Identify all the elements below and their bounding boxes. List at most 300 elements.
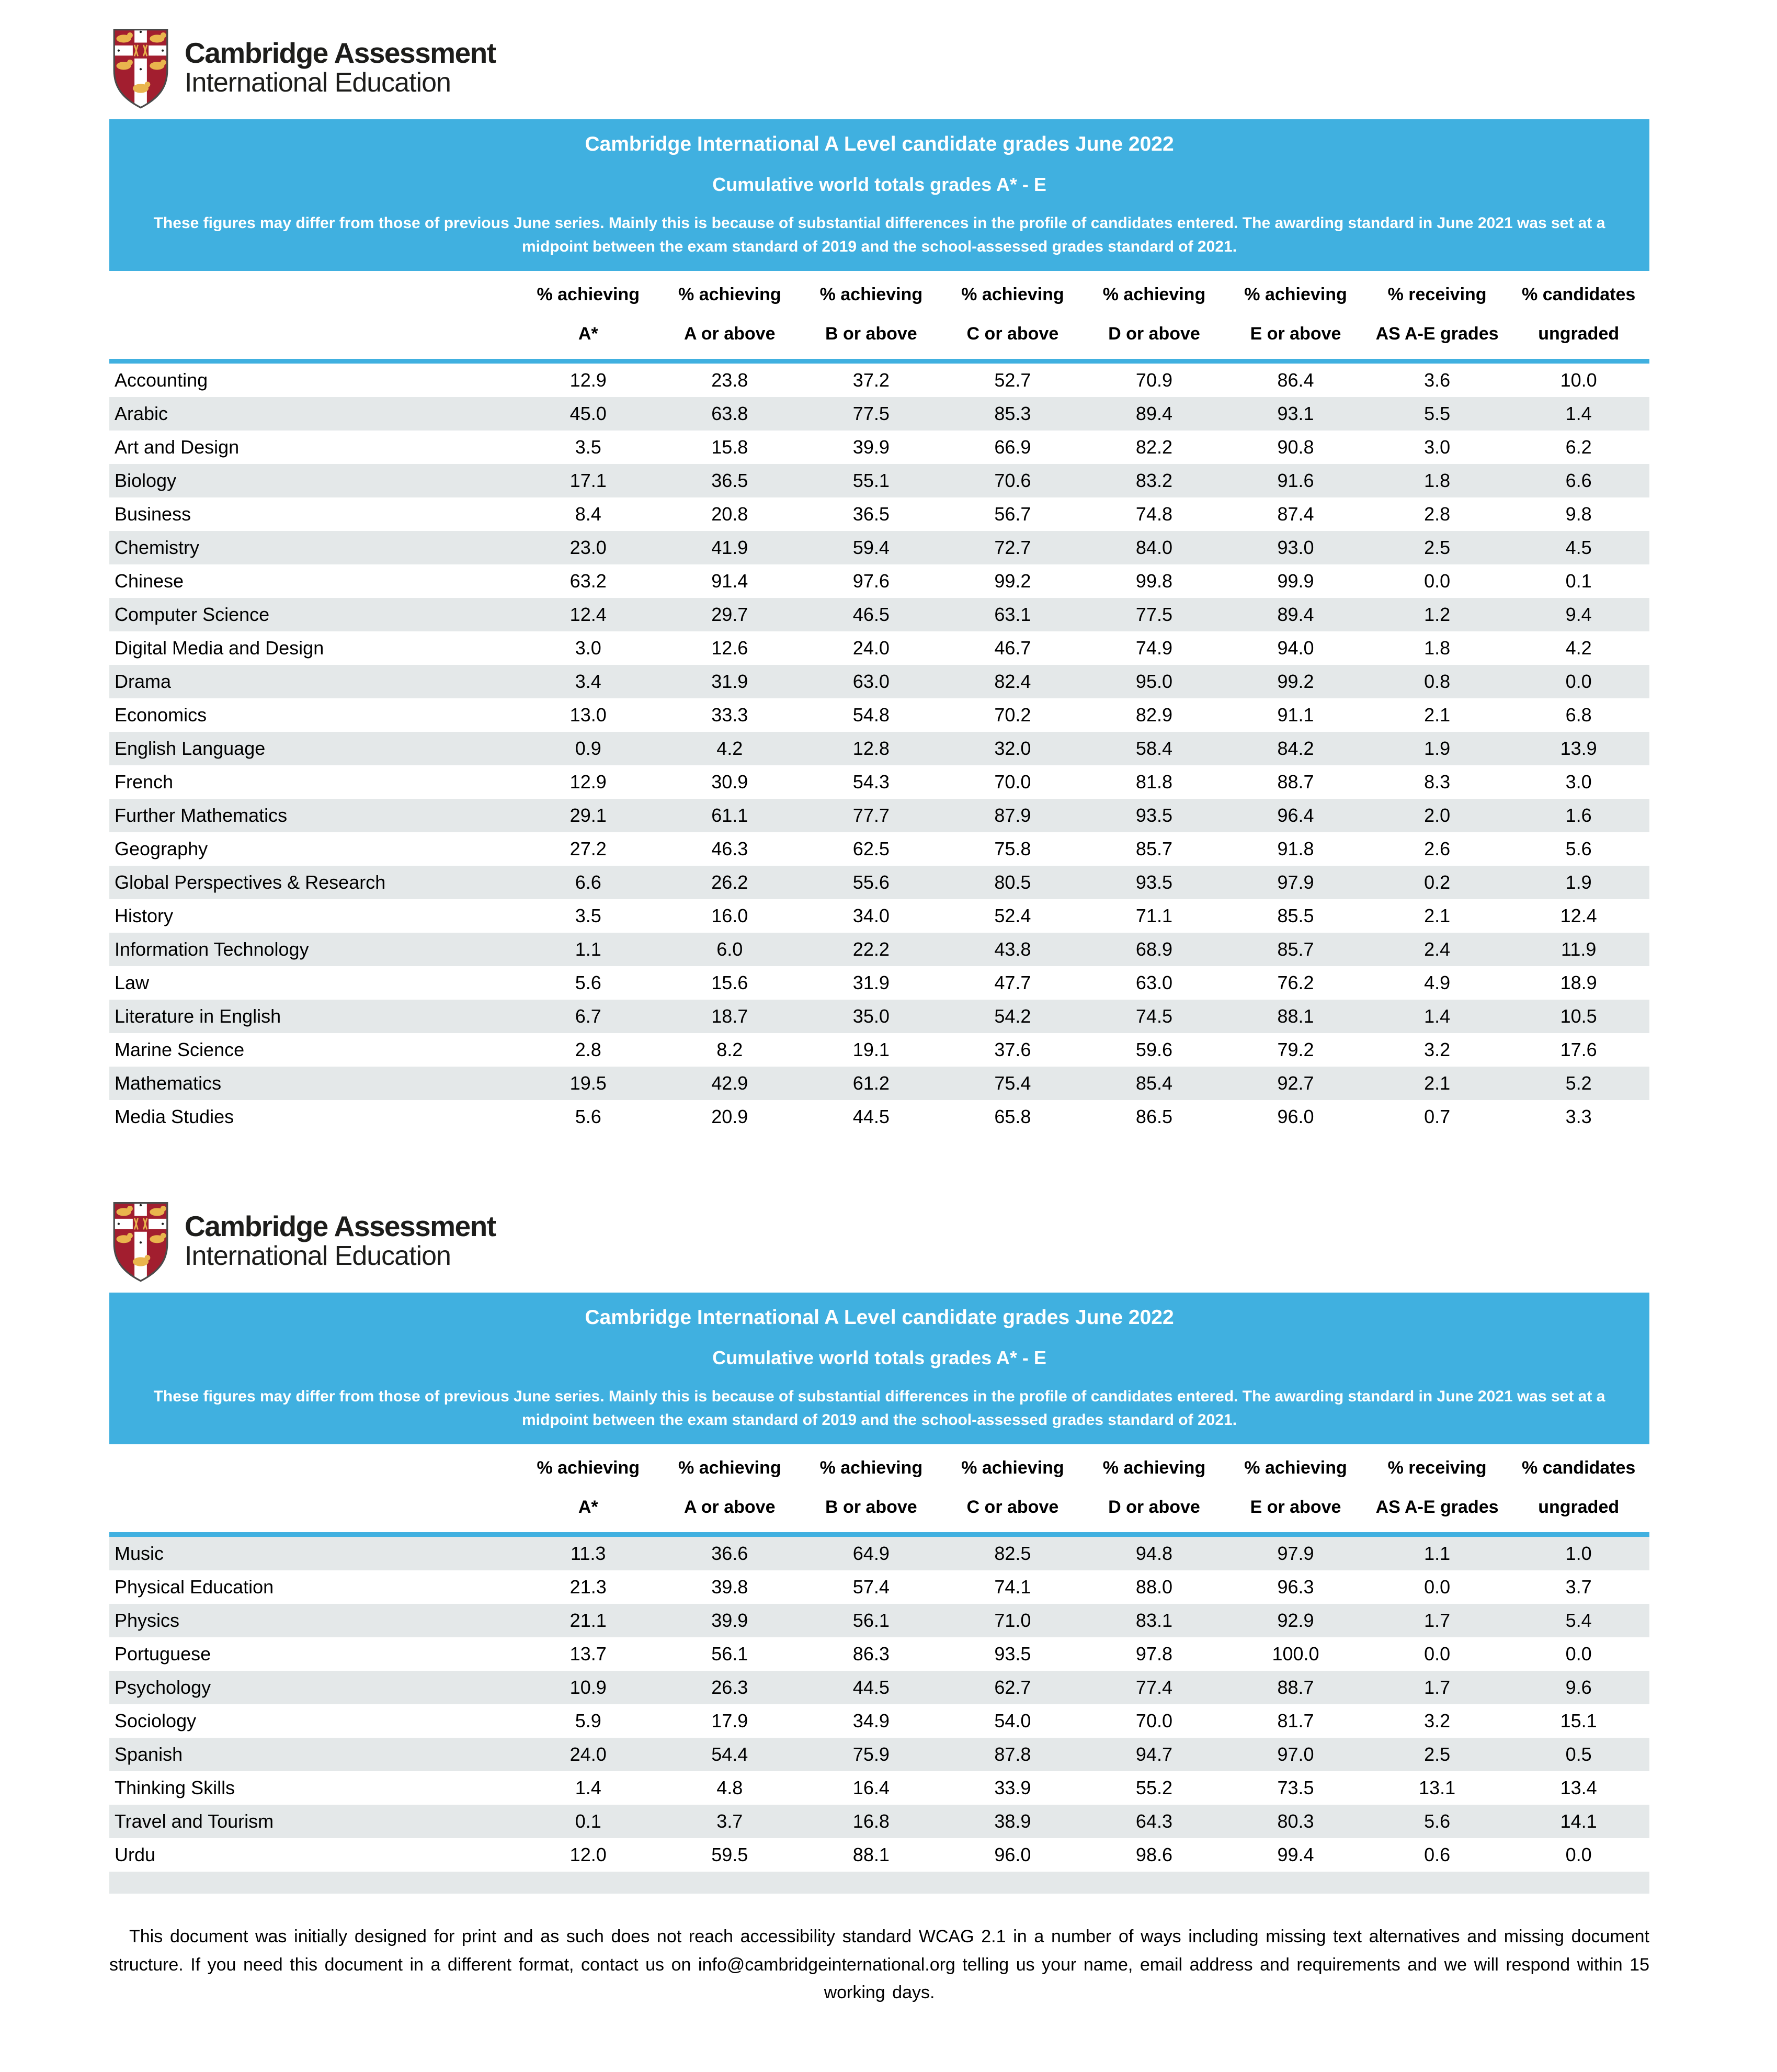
column-header-line-2: ungraded — [1538, 324, 1620, 344]
value-cell: 26.2 — [711, 871, 748, 893]
subject-cell: Law — [115, 972, 150, 993]
value-cell: 85.7 — [1135, 838, 1172, 859]
value-cell: 74.9 — [1135, 637, 1172, 659]
table-row — [109, 1805, 1649, 1838]
value-cell: 74.1 — [994, 1576, 1031, 1598]
value-cell: 3.7 — [1565, 1576, 1592, 1598]
value-cell: 2.8 — [575, 1039, 601, 1060]
subject-cell: Physics — [115, 1610, 180, 1631]
subject-cell: Literature in English — [115, 1005, 281, 1027]
value-cell: 0.8 — [1424, 671, 1451, 692]
value-cell: 4.8 — [716, 1777, 743, 1798]
value-cell: 0.1 — [1565, 570, 1592, 592]
column-header-line-1: % receiving — [1387, 1458, 1487, 1478]
value-cell: 88.1 — [852, 1844, 890, 1865]
value-cell: 34.9 — [852, 1710, 890, 1731]
column-header — [1225, 271, 1366, 361]
value-cell: 8.2 — [716, 1039, 743, 1060]
value-cell: 1.0 — [1565, 1543, 1592, 1564]
value-cell: 93.5 — [994, 1643, 1031, 1665]
column-header-line-1: % achieving — [819, 1458, 923, 1478]
column-header-line-1: % achieving — [1102, 285, 1206, 304]
table-row — [109, 665, 1649, 698]
value-cell: 5.6 — [575, 972, 601, 993]
value-cell: 3.0 — [1424, 436, 1451, 458]
value-cell: 87.8 — [994, 1743, 1031, 1765]
value-cell: 54.2 — [994, 1005, 1031, 1027]
value-cell: 84.2 — [1277, 738, 1314, 759]
value-cell: 0.7 — [1424, 1106, 1451, 1127]
value-cell: 82.9 — [1135, 704, 1172, 726]
value-cell: 5.9 — [575, 1710, 601, 1731]
table-1-header — [109, 271, 1649, 361]
value-cell: 83.1 — [1135, 1610, 1172, 1631]
value-cell: 12.9 — [569, 771, 607, 792]
value-cell: 13.7 — [569, 1643, 607, 1665]
value-cell: 71.0 — [994, 1610, 1031, 1631]
value-cell: 3.5 — [575, 905, 601, 926]
subject-cell: Spanish — [115, 1743, 183, 1765]
value-cell: 86.3 — [852, 1643, 890, 1665]
value-cell: 12.4 — [569, 604, 607, 625]
value-cell: 64.3 — [1135, 1810, 1172, 1832]
value-cell: 1.1 — [1424, 1543, 1451, 1564]
value-cell: 34.0 — [852, 905, 890, 926]
subject-cell: Thinking Skills — [115, 1777, 235, 1798]
table-2-header — [109, 1444, 1649, 1535]
header-row — [109, 271, 1649, 361]
table-row — [109, 531, 1649, 564]
value-cell: 96.0 — [1277, 1106, 1314, 1127]
value-cell: 85.3 — [994, 403, 1031, 424]
column-header-line-1: % achieving — [537, 1458, 640, 1478]
value-cell: 4.9 — [1424, 972, 1451, 993]
value-cell: 87.4 — [1277, 503, 1314, 525]
subject-cell: Portuguese — [115, 1643, 211, 1665]
value-cell: 12.8 — [852, 738, 890, 759]
column-header — [1084, 271, 1225, 361]
value-cell: 52.7 — [994, 369, 1031, 391]
value-cell: 1.7 — [1424, 1610, 1451, 1631]
value-cell: 4.2 — [716, 738, 743, 759]
value-cell: 94.0 — [1277, 637, 1314, 659]
value-cell: 20.9 — [711, 1106, 748, 1127]
logo-line-1: Cambridge Assessment — [185, 1210, 496, 1243]
value-cell: 77.5 — [852, 403, 890, 424]
value-cell: 17.9 — [711, 1710, 748, 1731]
value-cell: 41.9 — [711, 537, 748, 558]
value-cell: 12.0 — [569, 1844, 607, 1865]
cambridge-logo — [109, 1192, 1649, 1289]
table-row — [109, 1570, 1649, 1604]
value-cell: 56.1 — [852, 1610, 890, 1631]
value-cell: 14.1 — [1560, 1810, 1597, 1832]
accessibility-footer-note: This document was initially designed for print and as such does not reach accessibility standard WCAG 2.1 in a number of ways including missing text alternatives and missing document structure. If you need this document in a different format, contact us on info@cambridgeinternational.org telling us your name, email address and requirements and we will respond within 15 working days. — [109, 1927, 1649, 2003]
value-cell: 70.6 — [994, 470, 1031, 491]
value-cell: 26.3 — [711, 1677, 748, 1698]
column-header-line-1: % achieving — [1102, 1458, 1206, 1478]
subject-cell: Global Perspectives & Research — [115, 871, 386, 893]
disclaimer-text: These figures may differ from those of previous June series. Mainly this is because of substantial differences in the profile of candidates entered. The awarding standard in June 2021 was set at a midpoint between the exam standard of 2019 and the school-assessed grades standard of 2021. — [153, 1388, 1605, 1429]
value-cell: 15.8 — [711, 436, 748, 458]
table-row — [109, 631, 1649, 665]
value-cell: 9.4 — [1565, 604, 1592, 625]
value-cell: 43.8 — [994, 938, 1031, 960]
subject-cell: Economics — [115, 704, 207, 726]
table-row — [109, 1771, 1649, 1805]
value-cell: 3.2 — [1424, 1710, 1451, 1731]
column-header-line-2: B or above — [825, 1497, 917, 1517]
value-cell: 77.7 — [852, 805, 890, 826]
table-row — [109, 1838, 1649, 1872]
value-cell: 42.9 — [711, 1072, 748, 1094]
logo-line-2: International Education — [185, 1240, 451, 1271]
value-cell: 62.5 — [852, 838, 890, 859]
value-cell: 35.0 — [852, 1005, 890, 1027]
value-cell: 63.8 — [711, 403, 748, 424]
value-cell: 24.0 — [852, 637, 890, 659]
value-cell: 16.8 — [852, 1810, 890, 1832]
cambridge-shield-icon — [109, 25, 172, 110]
disclaimer-text: These figures may differ from those of previous June series. Mainly this is because of substantial differences in the profile of candidates entered. The awarding standard in June 2021 was set at a midpoint between the exam standard of 2019 and the school-assessed grades standard of 2021. — [153, 214, 1605, 255]
table-row — [109, 1535, 1649, 1571]
value-cell: 18.7 — [711, 1005, 748, 1027]
value-cell: 63.0 — [1135, 972, 1172, 993]
cambridge-shield-icon — [109, 1198, 172, 1283]
cambridge-logo — [109, 19, 1649, 116]
value-cell: 82.2 — [1135, 436, 1172, 458]
column-header-line-2: C or above — [966, 324, 1059, 344]
value-cell: 98.6 — [1135, 1844, 1172, 1865]
document-title: Cambridge International A Level candidate grades June 2022 — [585, 133, 1174, 155]
value-cell: 0.0 — [1424, 1576, 1451, 1598]
value-cell: 99.8 — [1135, 570, 1172, 592]
blue-header-banner — [109, 119, 1649, 271]
value-cell: 3.2 — [1424, 1039, 1451, 1060]
value-cell: 0.9 — [575, 738, 601, 759]
value-cell: 37.6 — [994, 1039, 1031, 1060]
subject-cell: Biology — [115, 470, 177, 491]
column-header — [1084, 1444, 1225, 1535]
column-header — [517, 1444, 659, 1535]
value-cell: 20.8 — [711, 503, 748, 525]
table-row — [109, 698, 1649, 732]
value-cell: 82.5 — [994, 1543, 1031, 1564]
value-cell: 97.8 — [1135, 1643, 1172, 1665]
column-header — [801, 271, 942, 361]
value-cell: 1.4 — [1565, 403, 1592, 424]
value-cell: 99.2 — [1277, 671, 1314, 692]
value-cell: 80.3 — [1277, 1810, 1314, 1832]
table-row — [109, 1704, 1649, 1738]
value-cell: 2.4 — [1424, 938, 1451, 960]
value-cell: 93.5 — [1135, 871, 1172, 893]
value-cell: 12.4 — [1560, 905, 1597, 926]
value-cell: 0.0 — [1565, 671, 1592, 692]
table-row — [109, 966, 1649, 1000]
value-cell: 30.9 — [711, 771, 748, 792]
value-cell: 6.0 — [716, 938, 743, 960]
value-cell: 84.0 — [1135, 537, 1172, 558]
table-2-body — [109, 1535, 1649, 1872]
value-cell: 55.1 — [852, 470, 890, 491]
value-cell: 83.2 — [1135, 470, 1172, 491]
value-cell: 89.4 — [1277, 604, 1314, 625]
column-header — [659, 1444, 801, 1535]
value-cell: 6.6 — [575, 871, 601, 893]
value-cell: 62.7 — [994, 1677, 1031, 1698]
value-cell: 61.2 — [852, 1072, 890, 1094]
column-header-line-2: AS A-E grades — [1375, 1497, 1499, 1517]
value-cell: 3.3 — [1565, 1106, 1592, 1127]
table-row — [109, 1637, 1649, 1671]
value-cell: 5.6 — [1424, 1810, 1451, 1832]
value-cell: 15.6 — [711, 972, 748, 993]
results-section-2 — [109, 1192, 1649, 1894]
value-cell: 2.6 — [1424, 838, 1451, 859]
value-cell: 21.1 — [569, 1610, 607, 1631]
value-cell: 4.2 — [1565, 637, 1592, 659]
subject-cell: History — [115, 905, 174, 926]
table-row — [109, 933, 1649, 966]
value-cell: 93.0 — [1277, 537, 1314, 558]
value-cell: 6.8 — [1565, 704, 1592, 726]
value-cell: 1.1 — [575, 938, 601, 960]
table-row — [109, 799, 1649, 832]
column-header — [1366, 271, 1508, 361]
table-row — [109, 497, 1649, 531]
value-cell: 2.5 — [1424, 1743, 1451, 1765]
subject-cell: Chemistry — [115, 537, 200, 558]
value-cell: 3.6 — [1424, 369, 1451, 391]
subject-cell: Travel and Tourism — [115, 1810, 274, 1832]
value-cell: 91.6 — [1277, 470, 1314, 491]
value-cell: 81.7 — [1277, 1710, 1314, 1731]
value-cell: 88.0 — [1135, 1576, 1172, 1598]
value-cell: 5.4 — [1565, 1610, 1592, 1631]
value-cell: 9.6 — [1565, 1677, 1592, 1698]
subject-cell: Further Mathematics — [115, 805, 288, 826]
table-footer-band — [109, 1872, 1649, 1894]
column-header-line-1: % achieving — [961, 1458, 1064, 1478]
value-cell: 97.6 — [852, 570, 890, 592]
value-cell: 97.9 — [1277, 871, 1314, 893]
table-row — [109, 732, 1649, 765]
value-cell: 88.7 — [1277, 1677, 1314, 1698]
column-header-line-1: % receiving — [1387, 285, 1487, 304]
value-cell: 31.9 — [852, 972, 890, 993]
value-cell: 13.9 — [1560, 738, 1597, 759]
column-header — [1508, 1444, 1649, 1535]
value-cell: 27.2 — [569, 838, 607, 859]
value-cell: 54.8 — [852, 704, 890, 726]
value-cell: 0.0 — [1565, 1643, 1592, 1665]
logo-line-1: Cambridge Assessment — [185, 37, 496, 70]
value-cell: 56.7 — [994, 503, 1031, 525]
column-header — [659, 271, 801, 361]
column-header — [942, 1444, 1084, 1535]
value-cell: 72.7 — [994, 537, 1031, 558]
value-cell: 1.4 — [575, 1777, 601, 1798]
value-cell: 96.3 — [1277, 1576, 1314, 1598]
value-cell: 56.1 — [711, 1643, 748, 1665]
value-cell: 31.9 — [711, 671, 748, 692]
subject-cell: Art and Design — [115, 436, 240, 458]
value-cell: 92.9 — [1277, 1610, 1314, 1631]
value-cell: 5.5 — [1424, 403, 1451, 424]
table-row — [109, 431, 1649, 464]
value-cell: 86.4 — [1277, 369, 1314, 391]
value-cell: 54.0 — [994, 1710, 1031, 1731]
value-cell: 57.4 — [852, 1576, 890, 1598]
subject-cell: Psychology — [115, 1677, 211, 1698]
logo-wordmark — [185, 1212, 496, 1270]
value-cell: 0.0 — [1565, 1844, 1592, 1865]
header-row — [109, 1444, 1649, 1535]
column-header-line-1: % achieving — [678, 1458, 781, 1478]
column-header-line-2: D or above — [1108, 324, 1200, 344]
value-cell: 70.0 — [994, 771, 1031, 792]
table-row — [109, 1033, 1649, 1067]
subject-cell: Marine Science — [115, 1039, 245, 1060]
value-cell: 22.2 — [852, 938, 890, 960]
value-cell: 0.5 — [1565, 1743, 1592, 1765]
value-cell: 88.7 — [1277, 771, 1314, 792]
value-cell: 55.6 — [852, 871, 890, 893]
value-cell: 85.4 — [1135, 1072, 1172, 1094]
subject-cell: Media Studies — [115, 1106, 234, 1127]
value-cell: 32.0 — [994, 738, 1031, 759]
value-cell: 63.0 — [852, 671, 890, 692]
value-cell: 15.1 — [1560, 1710, 1597, 1731]
value-cell: 86.5 — [1135, 1106, 1172, 1127]
value-cell: 59.6 — [1135, 1039, 1172, 1060]
table-row — [109, 765, 1649, 799]
table-row — [109, 1671, 1649, 1704]
table-row — [109, 1000, 1649, 1033]
value-cell: 37.2 — [852, 369, 890, 391]
value-cell: 93.1 — [1277, 403, 1314, 424]
value-cell: 77.4 — [1135, 1677, 1172, 1698]
column-header-line-1: % achieving — [678, 285, 781, 304]
value-cell: 23.8 — [711, 369, 748, 391]
table-row — [109, 866, 1649, 899]
value-cell: 11.9 — [1560, 938, 1597, 960]
subject-cell: Urdu — [115, 1844, 156, 1865]
value-cell: 100.0 — [1272, 1643, 1319, 1665]
blue-header-banner — [109, 1293, 1649, 1444]
value-cell: 36.6 — [711, 1543, 748, 1564]
value-cell: 11.3 — [571, 1543, 606, 1564]
column-header-line-2: B or above — [825, 324, 917, 344]
column-header-line-2: A* — [578, 324, 598, 344]
value-cell: 1.4 — [1424, 1005, 1451, 1027]
subject-cell: Physical Education — [115, 1576, 274, 1598]
column-header-line-1: % candidates — [1522, 1458, 1636, 1478]
value-cell: 3.5 — [575, 436, 601, 458]
value-cell: 70.9 — [1135, 369, 1172, 391]
column-header-line-1: % achieving — [819, 285, 923, 304]
value-cell: 6.2 — [1565, 436, 1592, 458]
value-cell: 24.0 — [569, 1743, 607, 1765]
value-cell: 55.2 — [1135, 1777, 1172, 1798]
table-row — [109, 564, 1649, 598]
value-cell: 59.5 — [711, 1844, 748, 1865]
value-cell: 23.0 — [569, 537, 607, 558]
value-cell: 18.9 — [1560, 972, 1597, 993]
subject-cell: English Language — [115, 738, 266, 759]
subject-cell: Arabic — [115, 403, 168, 424]
value-cell: 5.6 — [575, 1106, 601, 1127]
value-cell: 1.7 — [1424, 1677, 1451, 1698]
subject-cell: Mathematics — [115, 1072, 222, 1094]
column-header-line-2: A or above — [684, 324, 776, 344]
value-cell: 46.7 — [994, 637, 1031, 659]
value-cell: 17.1 — [569, 470, 607, 491]
value-cell: 71.1 — [1135, 905, 1172, 926]
column-header — [1225, 1444, 1366, 1535]
value-cell: 77.5 — [1135, 604, 1172, 625]
value-cell: 1.8 — [1424, 470, 1451, 491]
value-cell: 65.8 — [994, 1106, 1031, 1127]
value-cell: 95.0 — [1135, 671, 1172, 692]
grades-table-2 — [109, 1444, 1649, 1872]
value-cell: 36.5 — [711, 470, 748, 491]
value-cell: 3.0 — [575, 637, 601, 659]
value-cell: 75.4 — [994, 1072, 1031, 1094]
table-row — [109, 598, 1649, 631]
value-cell: 90.8 — [1277, 436, 1314, 458]
table-row — [109, 1100, 1649, 1134]
value-cell: 91.8 — [1277, 838, 1314, 859]
value-cell: 2.1 — [1424, 905, 1451, 926]
column-header-line-2: D or above — [1108, 1497, 1200, 1517]
value-cell: 87.9 — [994, 805, 1031, 826]
value-cell: 99.4 — [1277, 1844, 1314, 1865]
value-cell: 3.7 — [716, 1810, 743, 1832]
subject-column-header — [109, 1444, 517, 1535]
column-header-line-1: % achieving — [1244, 1458, 1347, 1478]
column-header — [801, 1444, 942, 1535]
table-row — [109, 464, 1649, 497]
column-header-line-2: AS A-E grades — [1375, 324, 1499, 344]
value-cell: 39.9 — [852, 436, 890, 458]
value-cell: 99.9 — [1277, 570, 1314, 592]
value-cell: 46.3 — [711, 838, 748, 859]
value-cell: 74.5 — [1135, 1005, 1172, 1027]
subject-cell: French — [115, 771, 174, 792]
results-section-1 — [109, 19, 1649, 1134]
column-header-line-2: C or above — [966, 1497, 1059, 1517]
value-cell: 81.8 — [1135, 771, 1172, 792]
value-cell: 97.0 — [1277, 1743, 1314, 1765]
value-cell: 1.2 — [1424, 604, 1451, 625]
value-cell: 13.4 — [1560, 1777, 1597, 1798]
value-cell: 93.5 — [1135, 805, 1172, 826]
table-row — [109, 397, 1649, 431]
value-cell: 0.2 — [1424, 871, 1451, 893]
value-cell: 19.5 — [569, 1072, 607, 1094]
value-cell: 10.9 — [569, 1677, 607, 1698]
subject-cell: Business — [115, 503, 191, 525]
value-cell: 91.1 — [1277, 704, 1314, 726]
subject-cell: Music — [115, 1543, 164, 1564]
value-cell: 1.9 — [1565, 871, 1592, 893]
column-header-line-2: ungraded — [1538, 1497, 1620, 1517]
value-cell: 88.1 — [1277, 1005, 1314, 1027]
grades-table-1 — [109, 271, 1649, 1134]
value-cell: 1.8 — [1424, 637, 1451, 659]
